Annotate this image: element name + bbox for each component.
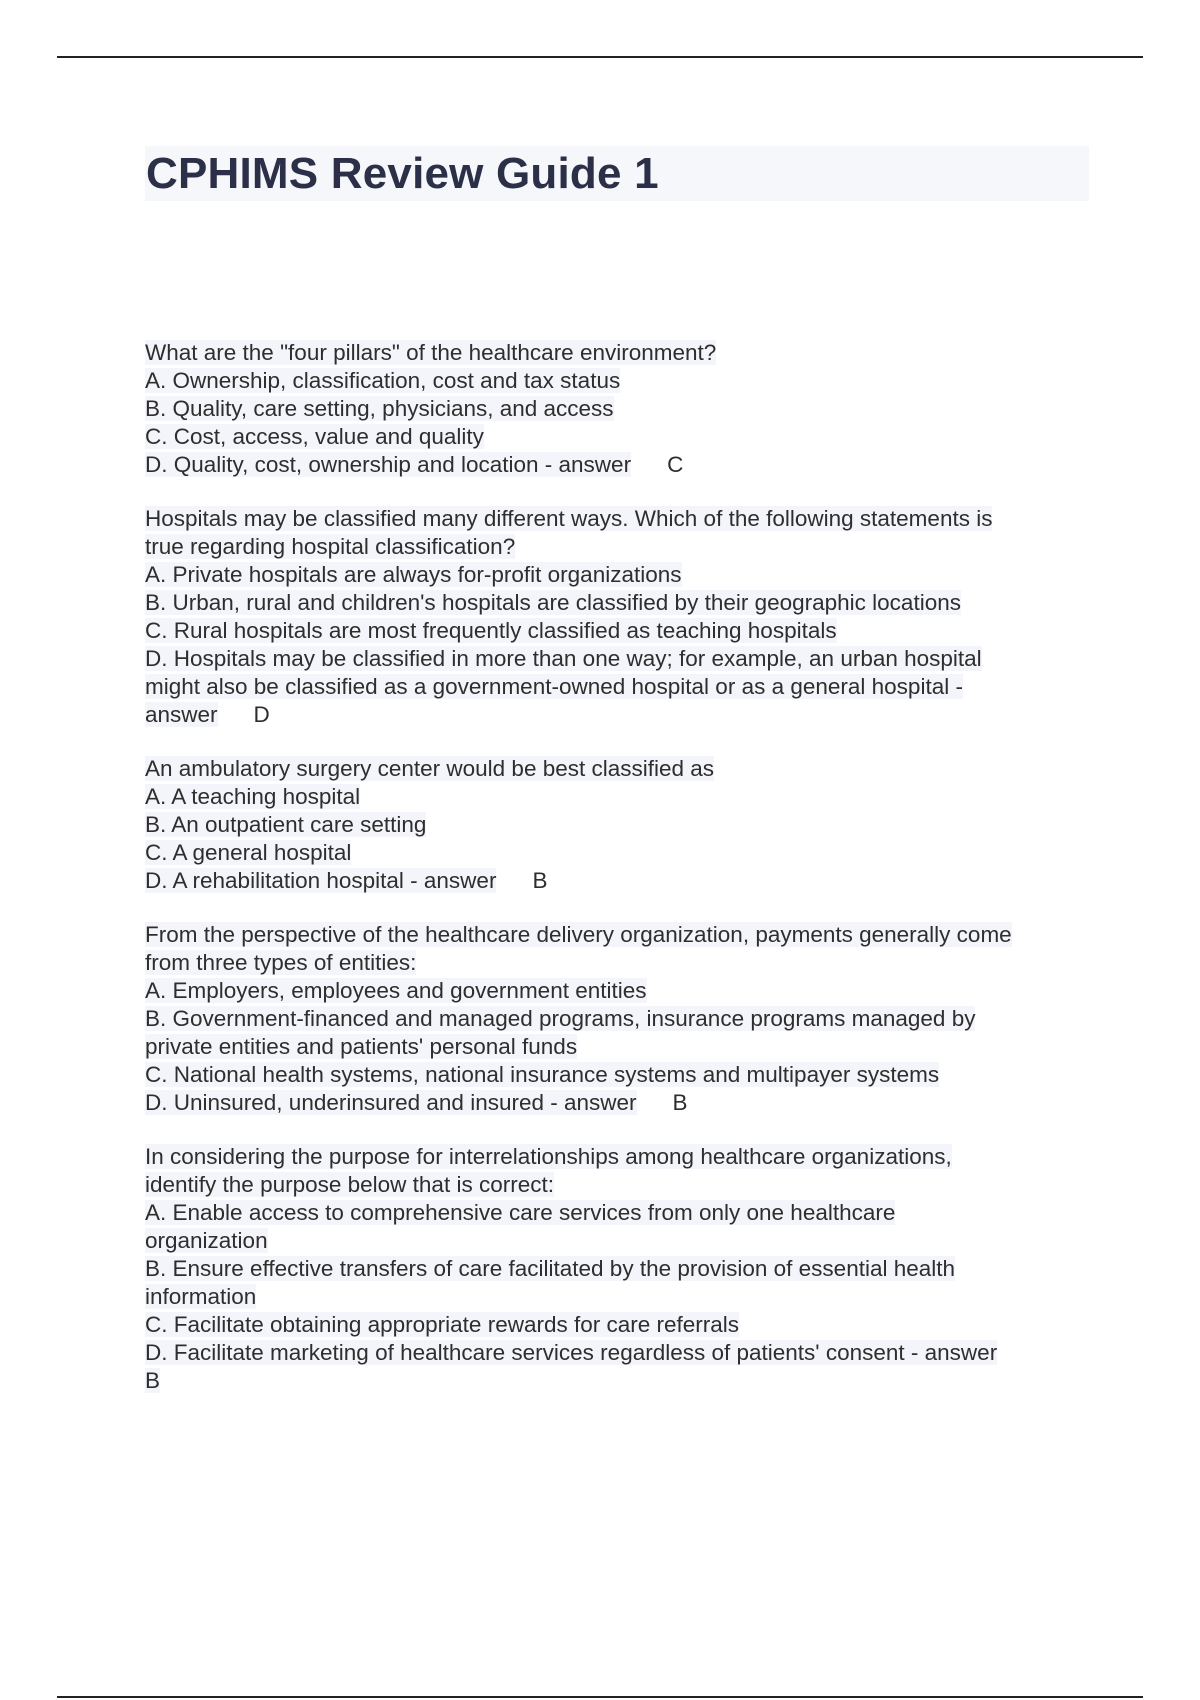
option-text: A. A teaching hospital [145,784,361,809]
option-text: C. Cost, access, value and quality [145,424,484,449]
answer-letter: B [532,868,548,893]
option-text: B. Urban, rural and children's hospitals are classified by their geographic locations [145,590,961,615]
option-text: private entities and patients' personal funds [145,1034,578,1059]
question-block [145,339,1085,479]
option-line [145,451,1085,479]
question-stem-text: Hospitals may be classified many different ways. Which of the following statements is [145,506,993,531]
option-text: C. National health systems, national insurance systems and multipayer systems [145,1062,940,1087]
option-line [145,1255,1085,1283]
option-line [145,1033,1085,1061]
option-line [145,977,1085,1005]
question-stem-line [145,1143,1085,1171]
option-line [145,1199,1085,1227]
answer-letter: D [253,702,270,727]
question-stem-text: from three types of entities: [145,950,417,975]
option-line [145,395,1085,423]
page-title: CPHIMS Review Guide 1 [146,149,659,198]
question-block [145,921,1085,1117]
option-line [145,589,1085,617]
question-stem-line [145,949,1085,977]
option-text: B. An outpatient care setting [145,812,427,837]
option-line [145,423,1085,451]
option-text: A. Private hospitals are always for-profit organizations [145,562,682,587]
option-text: A. Enable access to comprehensive care services from only one healthcare [145,1200,896,1225]
question-stem-text: What are the "four pillars" of the healthcare environment? [145,340,717,365]
option-text: D. Hospitals may be classified in more than one way; for example, an urban hospital [145,646,982,671]
option-text: D. A rehabilitation hospital - answer [145,868,497,893]
option-text: information [145,1284,257,1309]
option-text: A. Ownership, classification, cost and tax status [145,368,621,393]
option-text: A. Employers, employees and government entities [145,978,647,1003]
question-block [145,1143,1085,1395]
option-text: B. Ensure effective transfers of care facilitated by the provision of essential health [145,1256,956,1281]
answer-letter: B [145,1368,161,1393]
option-line [145,1005,1085,1033]
question-block [145,505,1085,729]
option-line [145,1339,1085,1367]
option-line [145,617,1085,645]
option-line [145,1227,1085,1255]
question-stem-line [145,921,1085,949]
question-stem-text: In considering the purpose for interrelationships among healthcare organizations, [145,1144,952,1169]
option-line [145,561,1085,589]
option-text: C. Rural hospitals are most frequently classified as teaching hospitals [145,618,837,643]
option-line [145,367,1085,395]
question-stem-text: An ambulatory surgery center would be best classified as [145,756,715,781]
option-text: B. Quality, care setting, physicians, and access [145,396,614,421]
option-text: answer [145,702,218,727]
option-text: C. Facilitate obtaining appropriate rewards for care referrals [145,1312,740,1337]
option-line [145,645,1085,673]
option-line [145,783,1085,811]
bottom-rule [57,1696,1143,1698]
option-line [145,701,1085,729]
option-text: D. Uninsured, underinsured and insured - answer [145,1090,637,1115]
answer-letter: B [672,1090,688,1115]
top-rule [57,56,1143,58]
option-line [145,839,1085,867]
option-text: C. A general hospital [145,840,352,865]
option-text: B. Government-financed and managed programs, insurance programs managed by [145,1006,976,1031]
question-stem-line [145,505,1085,533]
option-line [145,867,1085,895]
option-line [145,811,1085,839]
option-text: D. Quality, cost, ownership and location - answer [145,452,632,477]
question-list [145,339,1085,1421]
question-stem-text: From the perspective of the healthcare delivery organization, payments generally come [145,922,1012,947]
option-line [145,673,1085,701]
question-stem-line [145,339,1085,367]
answer-letter: C [667,452,684,477]
option-line [145,1061,1085,1089]
question-stem-text: true regarding hospital classification? [145,534,516,559]
option-text: D. Facilitate marketing of healthcare services regardless of patients' consent - answer [145,1340,998,1365]
question-stem-line [145,755,1085,783]
option-line [145,1283,1085,1311]
question-stem-line [145,1171,1085,1199]
option-text: might also be classified as a government-owned hospital or as a general hospital - [145,674,963,699]
option-line [145,1311,1085,1339]
question-stem-text: identify the purpose below that is correct: [145,1172,554,1197]
question-stem-line [145,533,1085,561]
option-line [145,1089,1085,1117]
answer-line [145,1367,1085,1395]
question-block [145,755,1085,895]
option-text: organization [145,1228,268,1253]
